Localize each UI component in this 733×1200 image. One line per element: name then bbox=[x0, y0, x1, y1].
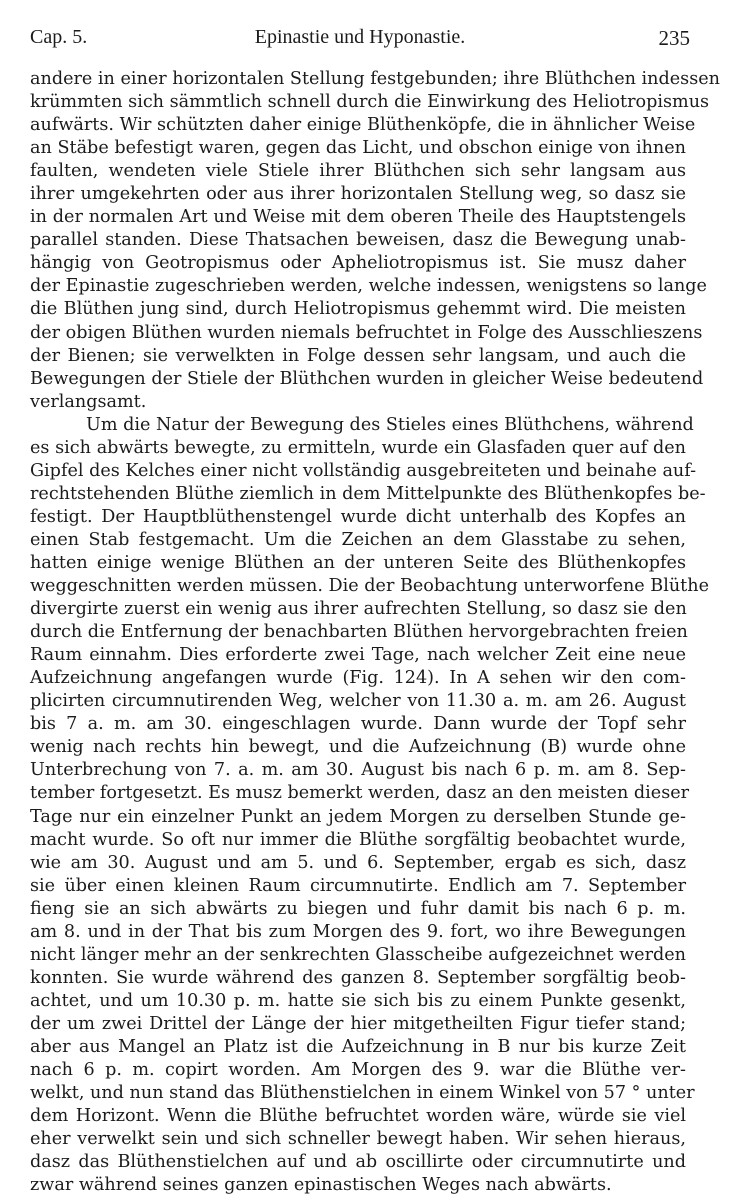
page-number: 235 bbox=[658, 26, 690, 50]
text-line: fieng sie an sich abwärts zu biegen und fuhr damit bis nach 6 p. m. bbox=[30, 898, 686, 919]
text-line: durch die Entfernung der benachbarten Blüthen hervorgebrachten freien bbox=[30, 622, 688, 643]
text-line: faulten, wendeten viele Stiele ihrer Blüthchen sich sehr langsam aus bbox=[30, 161, 686, 182]
text-line: sie über einen kleinen Raum circumnutirte. Endlich am 7. September bbox=[30, 875, 686, 896]
text-line: Um die Natur der Bewegung des Stieles eines Blüthchens, während bbox=[86, 414, 694, 435]
text-line: der obigen Blüthen wurden niemals befruchtet in Folge des Ausschlieszens bbox=[30, 322, 703, 343]
text-line: der Bienen; sie verwelkten in Folge dessen sehr langsam, und auch die bbox=[30, 345, 686, 366]
text-line: wie am 30. August und am 5. und 6. September, ergab es sich, dasz bbox=[30, 852, 686, 873]
text-line: nicht länger mehr an der senkrechten Glasscheibe aufgezeichnet werden bbox=[30, 944, 686, 965]
text-line: divergirte zuerst ein wenig aus ihrer aufrechten Stellung, so dasz sie den bbox=[30, 599, 687, 620]
text-line: Bewegungen der Stiele der Blüthchen wurden in gleicher Weise bedeutend bbox=[30, 368, 704, 389]
text-line: achtet, und um 10.30 p. m. hatte sie sich bis zu einem Punkte gesenkt, bbox=[30, 990, 686, 1011]
text-line: der um zwei Drittel der Länge der hier mitgetheilten Figur tiefer stand; bbox=[30, 1013, 686, 1034]
text-line: aber aus Mangel an Platz ist die Aufzeichnung in B nur bis kurze Zeit bbox=[30, 1036, 686, 1057]
text-line: zwar während seines ganzen epinastischen Weges nach abwärts. bbox=[30, 1175, 612, 1196]
text-line: Tage nur ein einzelner Punkt an jedem Morgen zu derselben Stunde ge- bbox=[30, 806, 686, 827]
text-line: Unterbrechung von 7. a. m. am 30. August bis nach 6 p. m. am 8. Sep- bbox=[30, 760, 686, 781]
text-line: die Blüthen jung sind, durch Heliotropismus gehemmt wird. Die meisten bbox=[30, 299, 686, 320]
text-line: weggeschnitten werden müssen. Die der Beobachtung unterworfene Blüthe bbox=[30, 576, 709, 597]
text-line: konnten. Sie wurde während des ganzen 8. September sorgfältig beob- bbox=[30, 967, 686, 988]
running-head bbox=[30, 26, 690, 52]
text-line: es sich abwärts bewegte, zu ermitteln, wurde ein Glasfaden quer auf den bbox=[30, 437, 686, 458]
text-line: hatten einige wenige Blüthen an der unteren Seite des Blüthenkopfes bbox=[30, 552, 686, 573]
text-line: ihrer umgekehrten oder aus ihrer horizontalen Stellung weg, so dasz sie bbox=[30, 184, 686, 205]
text-line: Gipfel des Kelches einer nicht vollständig ausgebreiteten und beinahe auf- bbox=[30, 460, 697, 481]
text-line: aufwärts. Wir schützten daher einige Blüthenköpfe, die in ähnlicher Weise bbox=[30, 115, 696, 136]
text-line: am 8. und in der That bis zum Morgen des 9. fort, wo ihre Bewegungen bbox=[30, 921, 686, 942]
text-line: einen Stab festgemacht. Um die Zeichen an dem Glasstabe zu sehen, bbox=[30, 529, 686, 550]
text-line: macht wurde. So oft nur immer die Blüthe sorgfältig beobachtet wurde, bbox=[30, 829, 686, 850]
text-line: rechtstehenden Blüthe ziemlich in dem Mittelpunkte des Blüthenkopfes be- bbox=[30, 483, 706, 504]
text-line: krümmten sich sämmtlich schnell durch die Einwirkung des Heliotropismus bbox=[30, 92, 710, 113]
text-line: nach 6 p. m. copirt worden. Am Morgen des 9. war die Blüthe ver- bbox=[30, 1060, 686, 1081]
running-title: Epinastie und Hyponastie. bbox=[254, 26, 466, 48]
text-line: parallel standen. Diese Thatsachen beweisen, dasz die Bewegung unab- bbox=[30, 230, 686, 251]
text-line: wenig nach rechts hin bewegt, und die Aufzeichnung (B) wurde ohne bbox=[30, 737, 686, 758]
text-line: festigt. Der Hauptblüthenstengel wurde dicht unterhalb des Kopfes an bbox=[30, 506, 686, 527]
text-line: verlangsamt. bbox=[30, 391, 147, 412]
text-line: andere in einer horizontalen Stellung festgebunden; ihre Blüthchen indessen bbox=[30, 69, 720, 89]
text-line: Aufzeichnung angefangen wurde (Fig. 124). In A sehen wir den com- bbox=[30, 668, 686, 689]
text-line: hängig von Geotropismus oder Apheliotropismus ist. Sie musz daher bbox=[30, 253, 686, 274]
text-line: in der normalen Art und Weise mit dem oberen Theile des Hauptstengels bbox=[30, 207, 686, 228]
chapter-label: Cap. 5. bbox=[30, 26, 88, 48]
text-line: welkt, und nun stand das Blüthenstielchen in einem Winkel von 57 ° unter bbox=[30, 1083, 695, 1104]
text-line: an Stäbe befestigt waren, gegen das Licht, und obschon einige von ihnen bbox=[30, 138, 686, 159]
text-line: plicirten circumnutirenden Weg, welcher von 11.30 a. m. am 26. August bbox=[30, 691, 686, 712]
text-line: Raum einnahm. Dies erforderte zwei Tage, nach welcher Zeit eine neue bbox=[30, 645, 686, 666]
text-line: der Epinastie zugeschrieben werden, welche indessen, wenigstens so lange bbox=[30, 276, 707, 297]
body-text bbox=[30, 68, 720, 1197]
text-line: eher verwelkt sein und sich schneller bewegt haben. Wir sehen hieraus, bbox=[30, 1129, 686, 1150]
text-line: dasz das Blüthenstielchen auf und ab oscillirte oder circumnutirte und bbox=[30, 1152, 686, 1173]
text-line: dem Horizont. Wenn die Blüthe befruchtet worden wäre, würde sie viel bbox=[30, 1106, 686, 1127]
text-line: tember fortgesetzt. Es musz bemerkt werden, dasz an den meisten dieser bbox=[30, 783, 690, 804]
text-line: bis 7 a. m. am 30. eingeschlagen wurde. Dann wurde der Topf sehr bbox=[30, 714, 686, 735]
